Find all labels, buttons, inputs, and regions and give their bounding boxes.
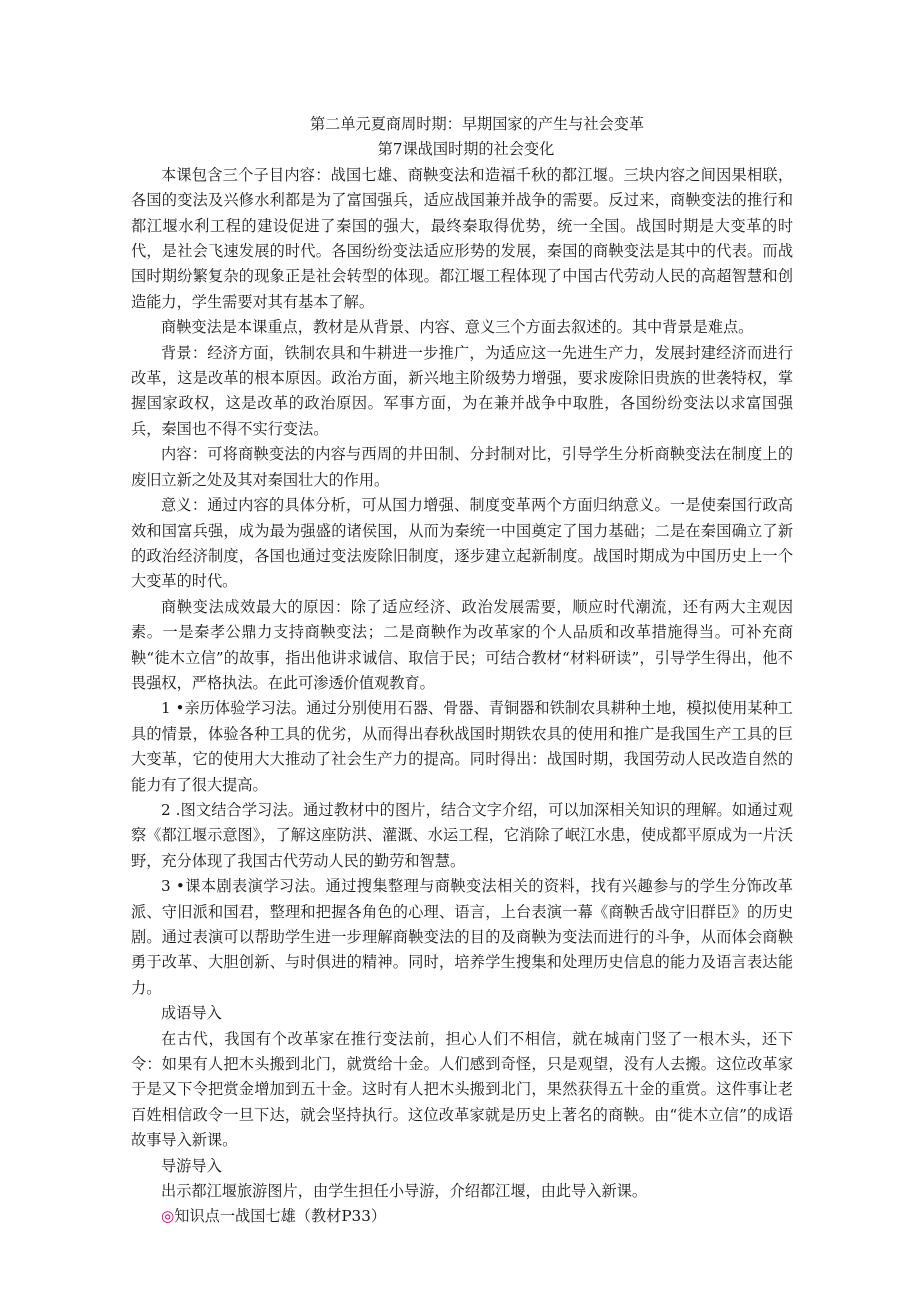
lesson-title: 第7课战国时期的社会变化 — [377, 140, 555, 159]
paragraph-overview: 本课包含三个子目内容：战国七雄、商鞅变法和造福千秋的都江堰。三块内容之间因果相联，各国的变法及兴修水利都是为了富国强兵，适应战国兼并战争的需要。反过来，商鞅变法的推行和都江堰水利工程的建设促进了秦国的强大，最终秦取得优势，统一全国。战国时期是大变革的时代，是社会飞速发展的时代。各国纷纷变法适应形势的发展，秦国的商鞅变法是其中的代表。而战国时期纷繁复杂的现象正是社会转型的体现。都江堰工程体现了中国古代劳动人民的高超智慧和创造能力，学生需要对其有基本了解。 — [131, 165, 793, 311]
document-body — [131, 112, 793, 1230]
paragraph-key-point: 商鞅变法是本课重点，教材是从背景、内容、意义三个方面去叙述的。其中背景是难点。 — [161, 318, 754, 337]
section-heading-guide-intro: 导游导入 — [161, 1156, 222, 1175]
paragraph-background: 背景：经济方面，铁制农具和牛耕进一步推广，为适应这一先进生产力，发展封建经济而进行改革，这是改革的根本原因。政治方面，新兴地主阶级势力增强，要求废除旧贵族的世袭特权，掌握国家政权，这是改革的政治原因。军事方面，为在兼并战争中取胜，各国纷纷变法以求富国强兵，秦国也不得不实行变法。 — [131, 343, 793, 438]
paragraph-method-1: 1 •亲历体验学习法。通过分别使用石器、骨器、青铜器和铁制农具耕种土地，模拟使用某种工具的情景，体验各种工具的优劣，从而得出春秋战国时期铁农具的使用和推广是我国生产工具的巨大变革，它的使用大大推动了社会生产力的提高。同时得出：战国时期，我国劳动人民改造自然的能力有了很大提高。 — [131, 699, 793, 794]
paragraph-method-3: 3 •课本剧表演学习法。通过搜集整理与商鞅变法相关的资料，找有兴趣参与的学生分饰改革派、守旧派和国君，整理和把握各角色的心理、语言，上台表演一幕《商鞅舌战守旧群臣》的历史剧。通过表演可以帮助学生进一步理解商鞅变法的目的及商鞅为变法而进行的斗争，从而体会商鞅勇于改革、大胆创新、与时俱进的精神。同时，培养学生搜集和处理历史信息的能力及语言表达能力。 — [131, 877, 793, 997]
paragraph-method-2: 2 .图文结合学习法。通过教材中的图片，结合文字介绍，可以加深相关知识的理解。如通过观察《都江堰示意图》，了解这座防洪、灌溉、水运工程，它消除了岷江水患，使成都平原成为一片沃野，充分体现了我国古代劳动人民的勤劳和智慧。 — [131, 800, 793, 870]
bullseye-icon: ◎ — [161, 1207, 175, 1226]
knowledge-point — [131, 1204, 793, 1229]
paragraph-content: 内容：可将商鞅变法的内容与西周的井田制、分封制对比，引导学生分析商鞅变法在制度上的废旧立新之处及其对秦国壮大的作用。 — [131, 445, 793, 489]
paragraph-guide-intro: 出示都江堰旅游图片，由学生担任小导游，介绍都江堰，由此导入新课。 — [161, 1182, 647, 1201]
knowledge-point-label: 知识点一战国七雄（教材P33） — [174, 1207, 387, 1226]
unit-title: 第二单元夏商周时期：早期国家的产生与社会变革 — [309, 115, 645, 133]
paragraph-idiom-intro: 在古代，我国有个改革家在推行变法前，担心人们不相信，就在城南门竖了一根木头，还下令：如果有人把木头搬到北门，就赏给十金。人们感到奇怪，只是观望，没有人去搬。这位改革家于是又下令把赏金增加到五十金。这时有人把木头搬到北门，果然获得五十金的重赏。这件事让老百姓相信政令一旦下达，就会坚持执行。这位改革家就是历史上著名的商鞅。由“徙木立信”的成语故事导入新课。 — [131, 1029, 793, 1150]
paragraph-significance: 意义：通过内容的具体分析，可从国力增强、制度变革两个方面归纳意义。一是使秦国行政高效和国富兵强，成为最为强盛的诸侯国，从而为秦统一中国奠定了国力基础；二是在秦国确立了新的政治经济制度，各国也通过变法废除旧制度，逐步建立起新制度。战国时期成为中国历史上一个大变革的时代。 — [131, 496, 793, 591]
section-heading-idiom-intro: 成语导入 — [161, 1004, 222, 1023]
paragraph-success-reasons: 商鞅变法成效最大的原因：除了适应经济、政治发展需要，顺应时代潮流，还有两大主观因素。一是秦孝公鼎力支持商鞅变法；二是商鞅作为改革家的个人品质和改革措施得当。可补充商鞅“徙木立信”的故事，指出他讲求诚信、取信于民；可结合教材“材料研读”，引导学生得出，他不畏强权，严格执法。在此可渗透价值观教育。 — [131, 597, 793, 692]
